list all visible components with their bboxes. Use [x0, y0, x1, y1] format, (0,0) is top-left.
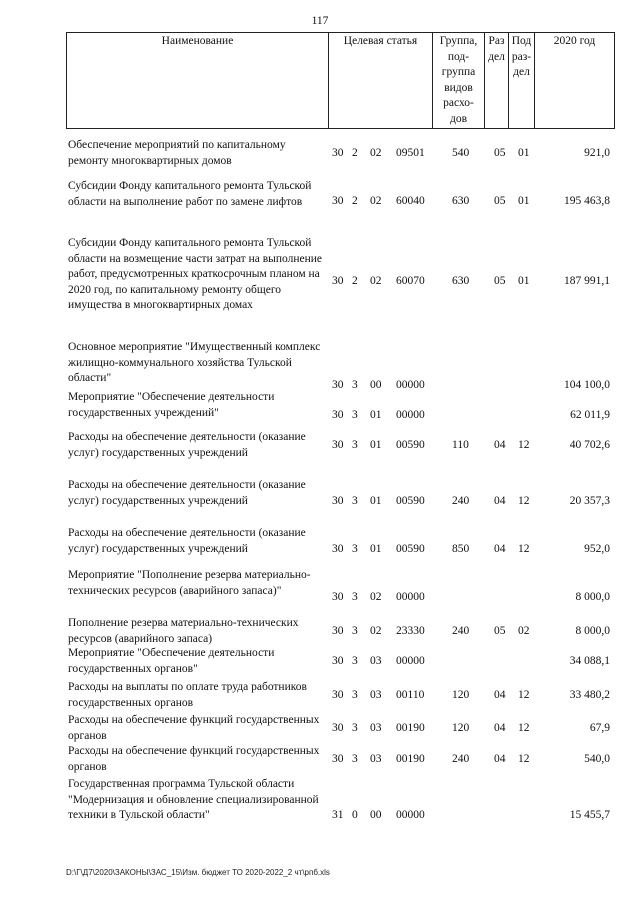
direction-code: 00590	[396, 543, 425, 555]
direction-code: 60040	[396, 195, 425, 207]
expense-group: 630	[452, 195, 470, 207]
section-code: 04	[494, 439, 506, 451]
subprogram-code: 0	[352, 809, 358, 821]
amount-2020: 34 088,1	[569, 655, 610, 667]
measure-code: 02	[370, 625, 382, 637]
section-code: 05	[494, 147, 506, 159]
amount-2020: 104 100,0	[564, 379, 610, 391]
direction-code: 00000	[396, 379, 425, 391]
subsection-code: 01	[518, 147, 530, 159]
program-code: 30	[332, 275, 344, 287]
measure-code: 01	[370, 543, 382, 555]
row-name: Пополнение резерва материально-технических ресурсов (аварийного запаса)	[68, 617, 299, 645]
subprogram-code: 3	[352, 625, 358, 637]
expense-group: 630	[452, 275, 470, 287]
program-code: 30	[332, 689, 344, 701]
subsection-code: 12	[518, 722, 530, 734]
expense-group: 240	[452, 753, 470, 765]
section-code: 05	[494, 275, 506, 287]
section-code: 05	[494, 195, 506, 207]
program-code: 30	[332, 655, 344, 667]
subsection-code: 12	[518, 543, 530, 555]
program-code: 30	[332, 625, 344, 637]
expense-group: 240	[452, 625, 470, 637]
subprogram-code: 2	[352, 275, 358, 287]
row-name: Государственная программа Тульской области "Модернизация и обновление специализированной техники в Тульской области"	[68, 778, 319, 821]
subsection-code: 12	[518, 495, 530, 507]
header-subsection: Под раз- дел	[509, 33, 535, 129]
section-code: 05	[494, 625, 506, 637]
row-name: Расходы на обеспечение деятельности (оказание услуг) государственных учреждений	[68, 431, 306, 459]
row-name: Расходы на обеспечение деятельности (оказание услуг) государственных учреждений	[68, 527, 306, 555]
subsection-code: 12	[518, 439, 530, 451]
section-code: 04	[494, 689, 506, 701]
subsection-code: 01	[518, 275, 530, 287]
row-name: Расходы на обеспечение деятельности (оказание услуг) государственных учреждений	[68, 479, 306, 507]
program-code: 30	[332, 543, 344, 555]
row-name: Мероприятие "Пополнение резерва материально-технических ресурсов (аварийного запаса)"	[68, 569, 311, 597]
expense-group: 110	[452, 439, 469, 451]
amount-2020: 33 480,2	[569, 689, 610, 701]
row-name: Обеспечение мероприятий по капитальному ремонту многоквартирных домов	[68, 139, 286, 167]
measure-code: 01	[370, 409, 382, 421]
program-code: 30	[332, 409, 344, 421]
row-name: Субсидии Фонду капитального ремонта Тульской области на возмещение части затрат на выполнение работ, предусмотренных краткосрочным планом на 2020 год, по капитальному ремонту общего имущества в многоквартирных домах	[68, 237, 323, 311]
direction-code: 00000	[396, 655, 425, 667]
measure-code: 00	[370, 379, 382, 391]
subprogram-code: 2	[352, 147, 358, 159]
header-expense-group: Группа, под- группа видов расхо- дов	[433, 33, 485, 129]
amount-2020: 40 702,6	[569, 439, 610, 451]
row-name: Расходы на обеспечение функций государственных органов	[68, 745, 320, 773]
amount-2020: 921,0	[584, 147, 610, 159]
expense-group: 540	[452, 147, 470, 159]
row-name: Основное мероприятие "Имущественный комплекс жилищно-коммунального хозяйства Тульской области"	[68, 341, 321, 384]
direction-code: 00590	[396, 495, 425, 507]
program-code: 30	[332, 195, 344, 207]
subsection-code: 01	[518, 195, 530, 207]
subprogram-code: 3	[352, 722, 358, 734]
page-number: 117	[311, 15, 329, 27]
subprogram-code: 3	[352, 655, 358, 667]
amount-2020: 67,9	[589, 722, 610, 734]
amount-2020: 8 000,0	[575, 591, 610, 603]
program-code: 31	[332, 809, 344, 821]
section-code: 04	[494, 722, 506, 734]
header-target-article: Целевая статья	[329, 33, 433, 129]
header-section: Раз дел	[485, 33, 509, 129]
subprogram-code: 3	[352, 543, 358, 555]
program-code: 30	[332, 495, 344, 507]
subprogram-code: 3	[352, 439, 358, 451]
section-code: 04	[494, 753, 506, 765]
amount-2020: 187 991,1	[564, 275, 610, 287]
header-name: Наименование	[67, 33, 329, 129]
subsection-code: 02	[518, 625, 530, 637]
direction-code: 00190	[396, 722, 425, 734]
program-code: 30	[332, 147, 344, 159]
subprogram-code: 3	[352, 591, 358, 603]
measure-code: 01	[370, 495, 382, 507]
direction-code: 00000	[396, 809, 425, 821]
subprogram-code: 3	[352, 753, 358, 765]
measure-code: 00	[370, 809, 382, 821]
program-code: 30	[332, 753, 344, 765]
measure-code: 03	[370, 689, 382, 701]
program-code: 30	[332, 439, 344, 451]
row-name: Мероприятие "Обеспечение деятельности государственных учреждений"	[68, 391, 275, 419]
direction-code: 00590	[396, 439, 425, 451]
amount-2020: 20 357,3	[569, 495, 610, 507]
row-name: Субсидии Фонду капитального ремонта Тульской области на выполнение работ по замене лифтов	[68, 180, 312, 208]
row-name: Мероприятие "Обеспечение деятельности государственных органов"	[68, 647, 275, 675]
measure-code: 01	[370, 439, 382, 451]
row-name: Расходы на выплаты по оплате труда работников государственных органов	[68, 681, 307, 709]
section-code: 04	[494, 543, 506, 555]
subprogram-code: 3	[352, 409, 358, 421]
subsection-code: 12	[518, 689, 530, 701]
amount-2020: 195 463,8	[564, 195, 610, 207]
direction-code: 09501	[396, 147, 425, 159]
header-year: 2020 год	[535, 33, 615, 129]
direction-code: 23330	[396, 625, 425, 637]
measure-code: 02	[370, 591, 382, 603]
expense-group: 120	[452, 722, 470, 734]
direction-code: 00190	[396, 753, 425, 765]
expense-group: 850	[452, 543, 470, 555]
program-code: 30	[332, 722, 344, 734]
file-path-footer: D:\Г\Д7\2020\ЗАКОНЫ\ЗАС_15\Изм. бюджет ТО 2020-2022_2 чт\рпб.xls	[66, 868, 330, 877]
program-code: 30	[332, 591, 344, 603]
amount-2020: 8 000,0	[575, 625, 610, 637]
row-name: Расходы на обеспечение функций государственных органов	[68, 714, 320, 742]
expense-group: 240	[452, 495, 470, 507]
direction-code: 00000	[396, 409, 425, 421]
measure-code: 02	[370, 275, 382, 287]
section-code: 04	[494, 495, 506, 507]
measure-code: 02	[370, 147, 382, 159]
subprogram-code: 2	[352, 195, 358, 207]
amount-2020: 62 011,9	[570, 409, 610, 421]
subsection-code: 12	[518, 753, 530, 765]
direction-code: 00000	[396, 591, 425, 603]
direction-code: 60070	[396, 275, 425, 287]
expense-group: 120	[452, 689, 470, 701]
subprogram-code: 3	[352, 379, 358, 391]
amount-2020: 15 455,7	[569, 809, 610, 821]
subprogram-code: 3	[352, 495, 358, 507]
measure-code: 03	[370, 722, 382, 734]
subprogram-code: 3	[352, 689, 358, 701]
program-code: 30	[332, 379, 344, 391]
amount-2020: 952,0	[584, 543, 610, 555]
direction-code: 00110	[396, 689, 425, 701]
amount-2020: 540,0	[584, 753, 610, 765]
table-header	[66, 32, 615, 129]
measure-code: 03	[370, 753, 382, 765]
measure-code: 02	[370, 195, 382, 207]
measure-code: 03	[370, 655, 382, 667]
